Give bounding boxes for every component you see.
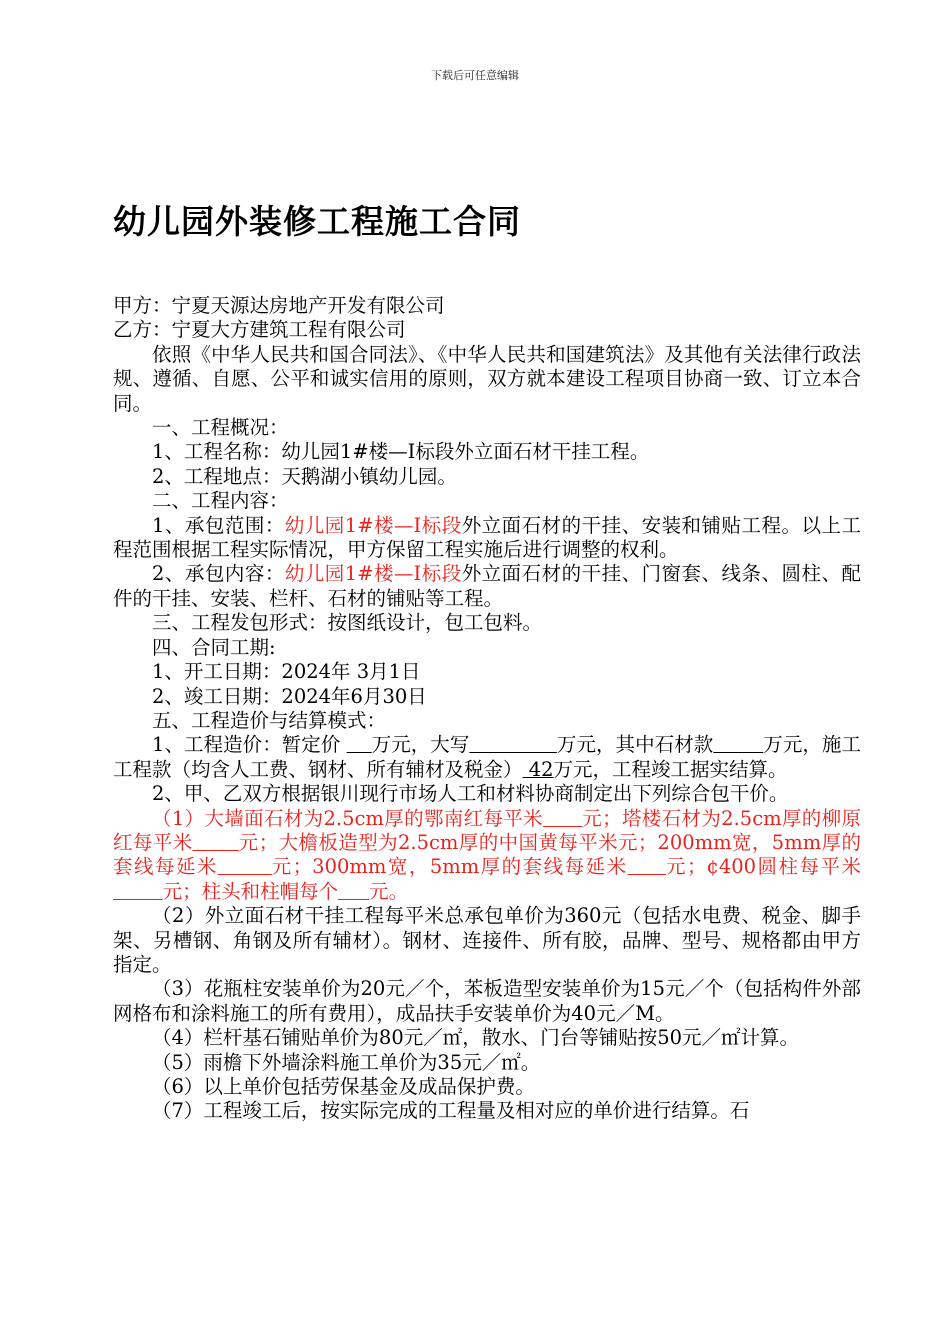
- cost-text: 万元，施工工程款（均含人工费、钢材、所有辅材及税金）: [113, 733, 861, 781]
- project-location: 2、工程地点：天鹅湖小镇幼儿园。: [152, 464, 457, 488]
- price-item-4: （4）栏杆基石铺贴单价为80元／㎡，散水、门台等铺贴按50元／㎡计算。: [152, 1026, 800, 1050]
- scope-label: 1、承包范围：: [152, 513, 285, 537]
- contract-content: [113, 562, 861, 611]
- section-heading-content: 二、工程内容：: [152, 489, 289, 513]
- item-text: 元；大檐板造型为2.5cm厚的中国黄每平米元；200mm宽，5mm厚的套线每延米: [113, 830, 861, 879]
- blank-field: [347, 733, 372, 756]
- cost-text: 万元，工程竣工据实结算。: [553, 757, 788, 781]
- scope-text: 外立面石材的干挂、安装和铺贴工程。以上工程范围根据工程实际情况，甲方保留工程实施后进行调整的权利。: [113, 513, 861, 562]
- scope-highlight: 幼儿园1#楼—I标段: [284, 513, 462, 537]
- completion-date: 2、竣工日期：2024年6月30日: [152, 684, 427, 708]
- project-name: 1、工程名称：幼儿园1#楼—I标段外立面石材干挂工程。: [152, 440, 650, 464]
- section-heading-overview: 一、工程概况：: [152, 416, 289, 440]
- blank-field: [218, 855, 272, 878]
- document-body: [113, 294, 861, 1124]
- item-text: 元；柱头和柱帽每个: [162, 879, 339, 903]
- blank-field: [543, 807, 582, 830]
- item-text: （1）大墙面石材为2.5cm厚的鄂南红每平米: [152, 806, 544, 830]
- price-item-5: （5）雨檐下外墙涂料施工单价为35元／㎡。: [152, 1050, 541, 1074]
- price-item-1: [113, 807, 861, 905]
- item-text: 元；¢400圆柱每平米: [665, 855, 861, 879]
- start-date: 1、开工日期：2024年 3月1日: [152, 660, 421, 684]
- cost-amount: 42: [522, 757, 554, 781]
- pricing-paragraph: 2、甲、乙双方根据银川现行市场人工和材料协商制定出下列综合包干价。: [152, 782, 789, 806]
- cost-text: 万元，大写: [371, 733, 470, 757]
- section-heading-period: 四、合同工期:: [152, 635, 276, 659]
- blank-field: [113, 880, 163, 903]
- blank-field: [193, 831, 239, 854]
- party-a: 甲方：宁夏天源达房地产开发有限公司: [113, 294, 445, 317]
- content-highlight: 幼儿园1#楼—I标段: [284, 562, 462, 586]
- price-item-3: （3）花瓶柱安装单价为20元／个，苯板造型安装单价为15元／个（包括构件外部网格布和涂料施工的所有费用），成品扶手安装单价为40元／M。: [113, 977, 861, 1025]
- content-text: 外立面石材的干挂、门窗套、线条、圆柱、配件的干挂、安装、栏杆、石材的铺贴等工程。: [113, 562, 861, 610]
- section-heading-cost: 五、工程造价与结算模式：: [152, 708, 387, 732]
- item-text: 元。: [369, 879, 409, 903]
- document-title: 幼儿园外装修工程施工合同: [113, 202, 521, 241]
- preamble: 依照《中华人民共和国合同法》、《中华人民共和国建筑法》及其他有关法律行政法规、遵循、自愿、公平和诚实信用的原则，双方就本建设工程项目协商一致、订立本合同。: [113, 342, 861, 415]
- blank-field: [713, 733, 763, 756]
- price-item-2: （2）外立面石材干挂工程每平米总承包单价为360元（包括水电费、税金、脚手架、另槽钢、角钢及所有辅材）。钢材、连接件、所有胶，品牌、型号、规格都由甲方指定。: [113, 904, 861, 976]
- price-item-7: （7）工程竣工后，按实际完成的工程量及相对应的单价进行结算。石: [152, 1099, 750, 1123]
- party-b: 乙方：宁夏大方建筑工程有限公司: [113, 318, 406, 342]
- contract-scope: [113, 514, 861, 563]
- blank-field: [628, 855, 666, 878]
- content-label: 2、承包内容：: [152, 562, 285, 586]
- price-item-6: （6）以上单价包括劳保基金及成品保护费。: [152, 1075, 535, 1098]
- item-text: 元；300mm宽，5mm厚的套线每延米: [271, 855, 628, 879]
- blank-field: [338, 880, 369, 903]
- blank-field: [469, 733, 556, 756]
- header-note: 下载后可任意编辑: [431, 69, 519, 82]
- cost-text: 1、工程造价：暂定价: [152, 733, 347, 757]
- item-text: 元；塔楼石材为2.5cm厚的柳原红每平米: [113, 806, 861, 854]
- cost-paragraph: [113, 733, 861, 782]
- section-heading-form: 三、工程发包形式：按图纸设计，包工包料。: [152, 611, 543, 635]
- cost-text: 万元，其中石材款: [556, 733, 714, 757]
